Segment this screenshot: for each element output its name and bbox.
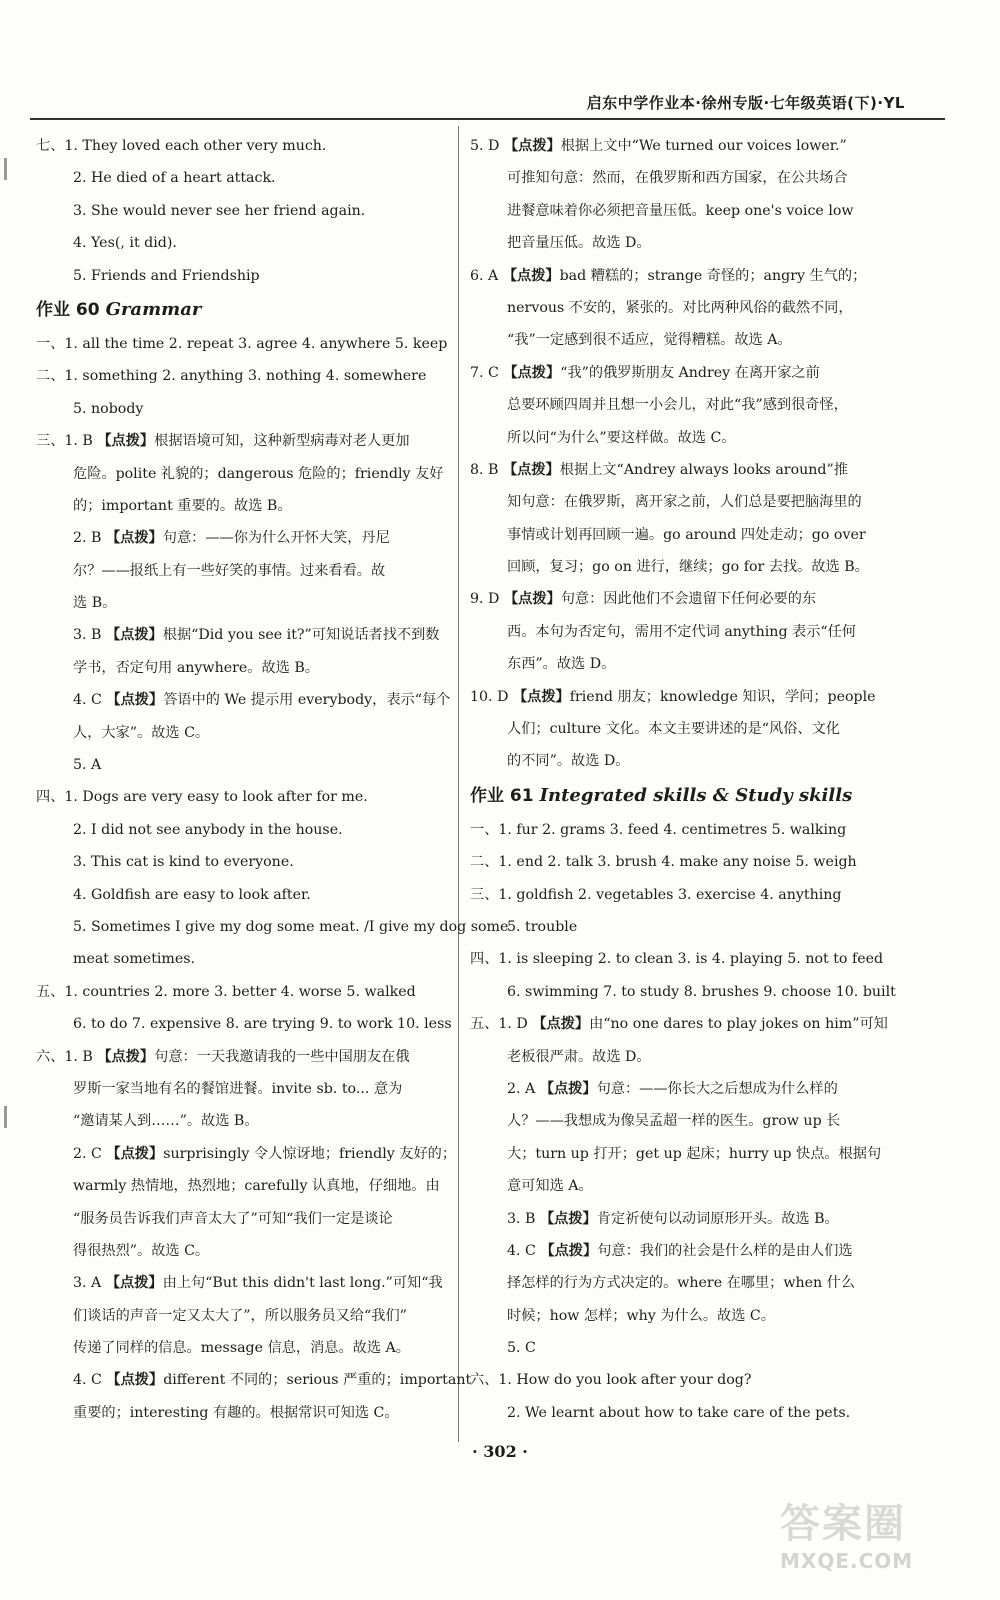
hint-marker: 【点拨】 [503,591,561,608]
answer-line: 人们；culture 文化。本文主要讲述的是“风俗、文化 [507,721,840,738]
answer-line: 三、1. goldfish 2. vegetables 3. exercise 4. anything [470,886,842,903]
watermark-url: MXQE.COM [780,1549,914,1573]
answer-line: 2. He died of a heart attack. [73,170,276,187]
answer-line: 5. C [507,1340,536,1357]
answer-line: 意可知选 A。 [507,1178,593,1195]
answer-line: 六、1. B 【点拨】句意：一天我邀请我的一些中国朋友在俄 [36,1048,410,1065]
answer-line: 4. C 【点拨】句意：我们的社会是什么样的是由人们选 [507,1242,853,1259]
hint-marker: 【点拨】 [503,364,561,381]
answer-line: nervous 不安的，紧张的。对比两种风俗的截然不同， [507,299,853,316]
answer-line: 4. C 【点拨】答语中的 We 提示用 everybody，表示“每个 [73,692,451,709]
answer-line: 5. nobody [73,400,144,417]
answer-line: 四、1. is sleeping 2. to clean 3. is 4. playing 5. not to feed [470,951,884,968]
answer-line: 五、1. D 【点拨】由“no one dares to play jokes on him”可知 [470,1016,888,1033]
answer-line: 事情或计划再回顾一遍。go around 四处走动；go over [507,526,866,543]
answer-line: 重要的；interesting 有趣的。根据常识可知选 C。 [73,1404,399,1421]
answer-line: 10. D 【点拨】friend 朋友；knowledge 知识，学问；people [470,688,876,705]
hint-marker: 【点拨】 [105,1275,163,1292]
hint-marker: 【点拨】 [532,1016,590,1033]
hint-marker: 【点拨】 [105,530,163,547]
answer-line: 的不同”。故选 D。 [507,753,630,770]
answer-line: 2. We learnt about how to take care of the pets. [507,1404,851,1421]
answer-line: 一、1. all the time 2. repeat 3. agree 4. anywhere 5. keep [36,335,448,352]
answer-line: 大；turn up 打开；get up 起床；hurry up 快点。根据句 [507,1145,882,1162]
answer-line: 5. D 【点拨】根据上文中“We turned our voices lower.” [470,138,847,154]
answer-line: “邀请某人到……”。故选 B。 [73,1113,259,1130]
answer-line: 四、1. Dogs are very easy to look after for me. [36,789,368,806]
page-number: · 302 · [472,1442,528,1461]
answer-line: 进餐意味着你必须把音量压低。keep one's voice low [507,202,854,219]
binding-mark [4,158,7,180]
section-title-text: Grammar [105,298,202,320]
hint-marker: 【点拨】 [106,692,164,709]
section-title [470,778,888,814]
answer-line: 8. B 【点拨】根据上文“Andrey always looks around”推 [470,461,848,478]
answer-line: 人，大家”。故选 C。 [73,724,210,741]
answer-line: 西。本句为否定句，需用不定代词 anything 表示“任何 [507,623,857,640]
answer-line: 5. Friends and Friendship [73,267,260,284]
answer-line: 一、1. fur 2. grams 3. feed 4. centimetres 5. walking [470,821,847,838]
watermark [780,1492,970,1582]
answer-line: 6. A 【点拨】bad 糟糕的；strange 奇怪的；angry 生气的； [470,267,867,284]
section-number: 作业 61 [470,785,534,806]
answer-line: 3. She would never see her friend again. [73,202,366,219]
answer-line: 老板很严肃。故选 D。 [507,1048,651,1065]
hint-marker: 【点拨】 [502,267,560,284]
answer-line: 学书，否定句用 anywhere。故选 B。 [73,659,319,676]
hint-marker: 【点拨】 [539,1210,597,1227]
answer-line: 6. swimming 7. to study 8. brushes 9. choose 10. built [507,983,896,1000]
answer-line: 得很热烈”。故选 C。 [73,1242,210,1259]
page-header [30,92,945,120]
answer-line: 4. Yes(, it did). [73,235,177,252]
answer-line: 2. C 【点拨】surprisingly 令人惊讶地；friendly 友好的； [73,1145,457,1162]
answer-line: 择怎样的行为方式决定的。where 在哪里；when 什么 [507,1275,856,1292]
answer-line: 4. Goldfish are easy to look after. [73,886,311,903]
answer-line: meat sometimes. [73,951,196,968]
answer-line: 5. Sometimes I give my dog some meat. /I give my dog some [73,918,509,935]
answer-line: 把音量压低。故选 D。 [507,235,651,252]
header-title: 启东中学作业本·徐州专版·七年级英语(下)·YL [586,94,905,112]
answer-line: 2. I did not see anybody in the house. [73,821,343,838]
answer-line: 3. This cat is kind to everyone. [73,854,294,871]
answer-line: 知句意：在俄罗斯，离开家之前，人们总是要把脑海里的 [507,494,862,511]
right-column [470,130,896,1429]
answer-line: 传递了同样的信息。message 信息，消息。故选 A。 [73,1340,410,1357]
answer-line: 二、1. something 2. anything 3. nothing 4. somewhere [36,368,427,385]
answer-line: 三、1. B 【点拨】根据语境可知，这种新型病毒对老人更加 [36,433,410,450]
answer-line: 4. C 【点拨】different 不同的；serious 严重的；important [73,1372,472,1389]
hint-marker: 【点拨】 [539,1080,597,1097]
answer-line: 总要环顾四周并且想一小会儿，对此“我”感到很奇怪， [507,397,848,414]
answer-line: 6. to do 7. expensive 8. are trying 9. to work 10. less [73,1016,452,1033]
answer-line: 7. C 【点拨】“我”的俄罗斯朋友 Andrey 在离开家之前 [470,364,820,381]
answer-line: 5. trouble [507,918,578,935]
answer-line: 可推知句意：然而，在俄罗斯和西方国家，在公共场合 [507,170,848,187]
answer-line: 2. B 【点拨】句意：——你为什么开怀大笑，丹尼 [73,530,390,547]
answer-line: 时候；how 怎样；why 为什么。故选 C。 [507,1307,775,1324]
answer-line: 2. A 【点拨】句意：——你长大之后想成为什么样的 [507,1080,838,1097]
answer-line: 回顾，复习；go on 进行，继续；go for 去找。故选 B。 [507,559,869,576]
answer-line: 3. B 【点拨】肯定祈使句以动词原形开头。故选 B。 [507,1210,839,1227]
section-title-text: Integrated skills & Study skills [539,784,853,806]
answer-line: 人？——我想成为像吴孟超一样的医生。grow up 长 [507,1113,841,1130]
answer-line: 9. D 【点拨】句意：因此他们不会遗留下任何必要的东 [470,591,817,608]
answer-line: 的；important 重要的。故选 B。 [73,497,292,514]
hint-marker: 【点拨】 [503,138,561,154]
section-title [36,292,446,328]
answer-line: 五、1. countries 2. more 3. better 4. worse 5. walked [36,983,416,1000]
answer-line: 们谈话的声音一定又太大了”，所以服务员又给“我们” [73,1307,407,1324]
answer-line: 危险。polite 礼貌的；dangerous 危险的；friendly 友好 [73,465,444,482]
answer-line: 5. A [73,757,102,774]
answer-line: 七、1. They loved each other very much. [36,138,327,154]
answer-line: “我”一定感到很不适应，觉得糟糕。故选 A。 [507,332,792,349]
hint-marker: 【点拨】 [106,1372,164,1389]
hint-marker: 【点拨】 [97,1048,155,1065]
answer-line: warmly 热情地，热烈地；carefully 认真地，仔细地。由 [73,1178,440,1195]
answer-line: 所以问“为什么”要这样做。故选 C。 [507,429,736,446]
section-number: 作业 60 [36,299,100,320]
hint-marker: 【点拨】 [97,433,155,450]
column-divider [458,126,459,1442]
answer-line: 尔？——报纸上有一些好笑的事情。过来看看。故 [73,562,386,579]
answer-line: 罗斯一家当地有名的餐馆进餐。invite sb. to... 意为 [73,1080,403,1097]
answer-line: 二、1. end 2. talk 3. brush 4. make any noise 5. weigh [470,854,857,871]
answer-line: 3. A 【点拨】由上句“But this didn't last long.”可知“我 [73,1275,443,1292]
hint-marker: 【点拨】 [540,1242,598,1259]
answer-line: “服务员告诉我们声音太大了”可知“我们一定是谈论 [73,1210,393,1227]
hint-marker: 【点拨】 [512,688,570,705]
hint-marker: 【点拨】 [105,627,163,644]
hint-marker: 【点拨】 [502,461,560,478]
binding-mark [4,1106,7,1128]
hint-marker: 【点拨】 [106,1145,164,1162]
answer-line: 东西”。故选 D。 [507,656,616,673]
answer-line: 六、1. How do you look after your dog? [470,1372,752,1389]
watermark-logo: 答案圈 [780,1501,906,1547]
answer-line: 3. B 【点拨】根据“Did you see it?”可知说话者找不到数 [73,627,440,644]
answer-line: 选 B。 [73,595,117,612]
